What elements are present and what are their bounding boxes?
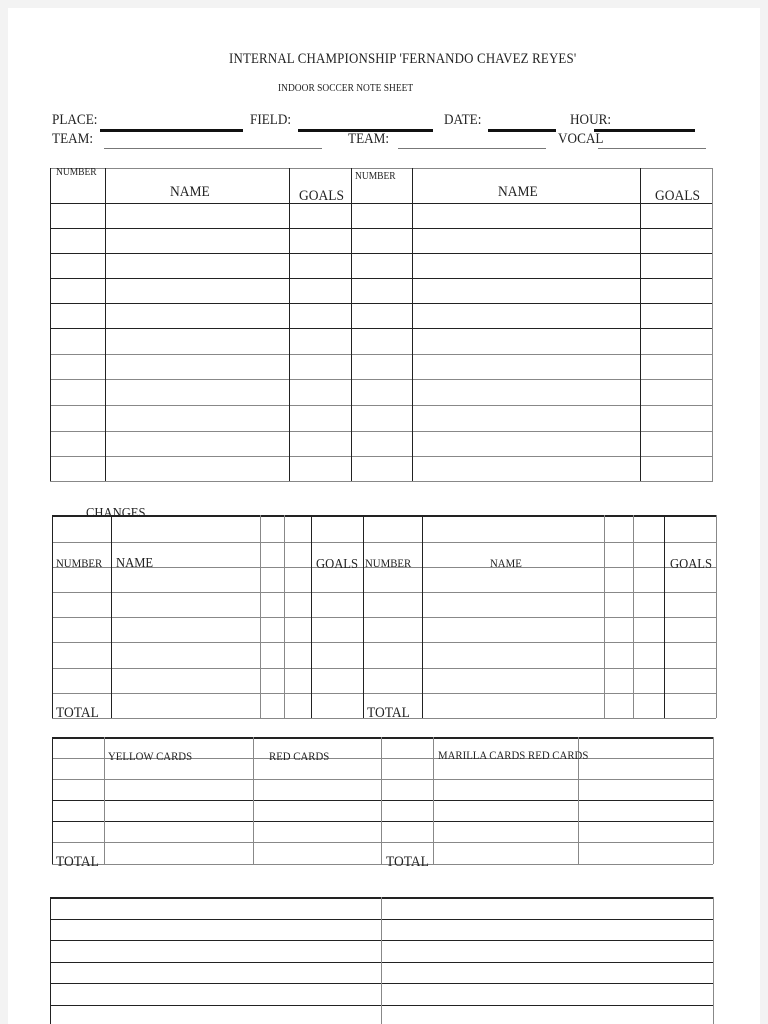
- yellow-cards-header: YELLOW CARDS: [108, 749, 193, 763]
- red-cards-header: RED CARDS: [269, 749, 330, 763]
- vocal-label: VOCAL: [558, 131, 604, 147]
- cards-right-total: TOTAL: [386, 854, 429, 870]
- note-sheet-page: [8, 8, 760, 1024]
- roster-right-number-header: NUMBER: [355, 171, 396, 182]
- changes-title: CHANGES: [86, 506, 146, 521]
- changes-left-name-header: NAME: [116, 556, 154, 571]
- place-label: PLACE:: [52, 112, 98, 128]
- changes-right-goals-header: GOALS: [670, 557, 713, 572]
- cards-left-total: TOTAL: [56, 854, 99, 870]
- changes-left-goals-header: GOALS: [316, 557, 359, 572]
- roster-left-name-header: NAME: [170, 184, 210, 200]
- vocal-line: [598, 148, 706, 149]
- roster-right-name-header: NAME: [498, 184, 538, 200]
- roster-left-goals-header: GOALS: [299, 188, 345, 204]
- roster-left-number-header: NUMBER: [56, 167, 97, 178]
- marilla-red-cards-header: MARILLA CARDS RED CARDS: [438, 748, 589, 762]
- changes-left-number-header: NUMBER: [56, 556, 103, 570]
- page-subtitle: INDOOR SOCCER NOTE SHEET: [278, 83, 414, 94]
- team-right-line: [398, 148, 546, 149]
- team-right-label: TEAM:: [348, 131, 390, 147]
- changes-right-number-header: NUMBER: [365, 556, 412, 570]
- changes-right-name-header: NAME: [490, 556, 522, 570]
- team-left-label: TEAM:: [52, 131, 94, 147]
- date-line: [488, 129, 556, 132]
- changes-right-total: TOTAL: [367, 705, 410, 721]
- roster-right-goals-header: GOALS: [655, 188, 701, 204]
- date-label: DATE:: [444, 112, 482, 128]
- changes-left-total: TOTAL: [56, 705, 99, 721]
- hour-label: HOUR:: [570, 112, 612, 128]
- field-label: FIELD:: [250, 112, 292, 128]
- hour-line: [594, 129, 695, 132]
- team-left-line: [104, 148, 322, 149]
- page-title: INTERNAL CHAMPIONSHIP 'FERNANDO CHAVEZ REYES': [229, 51, 577, 67]
- place-line: [100, 129, 243, 132]
